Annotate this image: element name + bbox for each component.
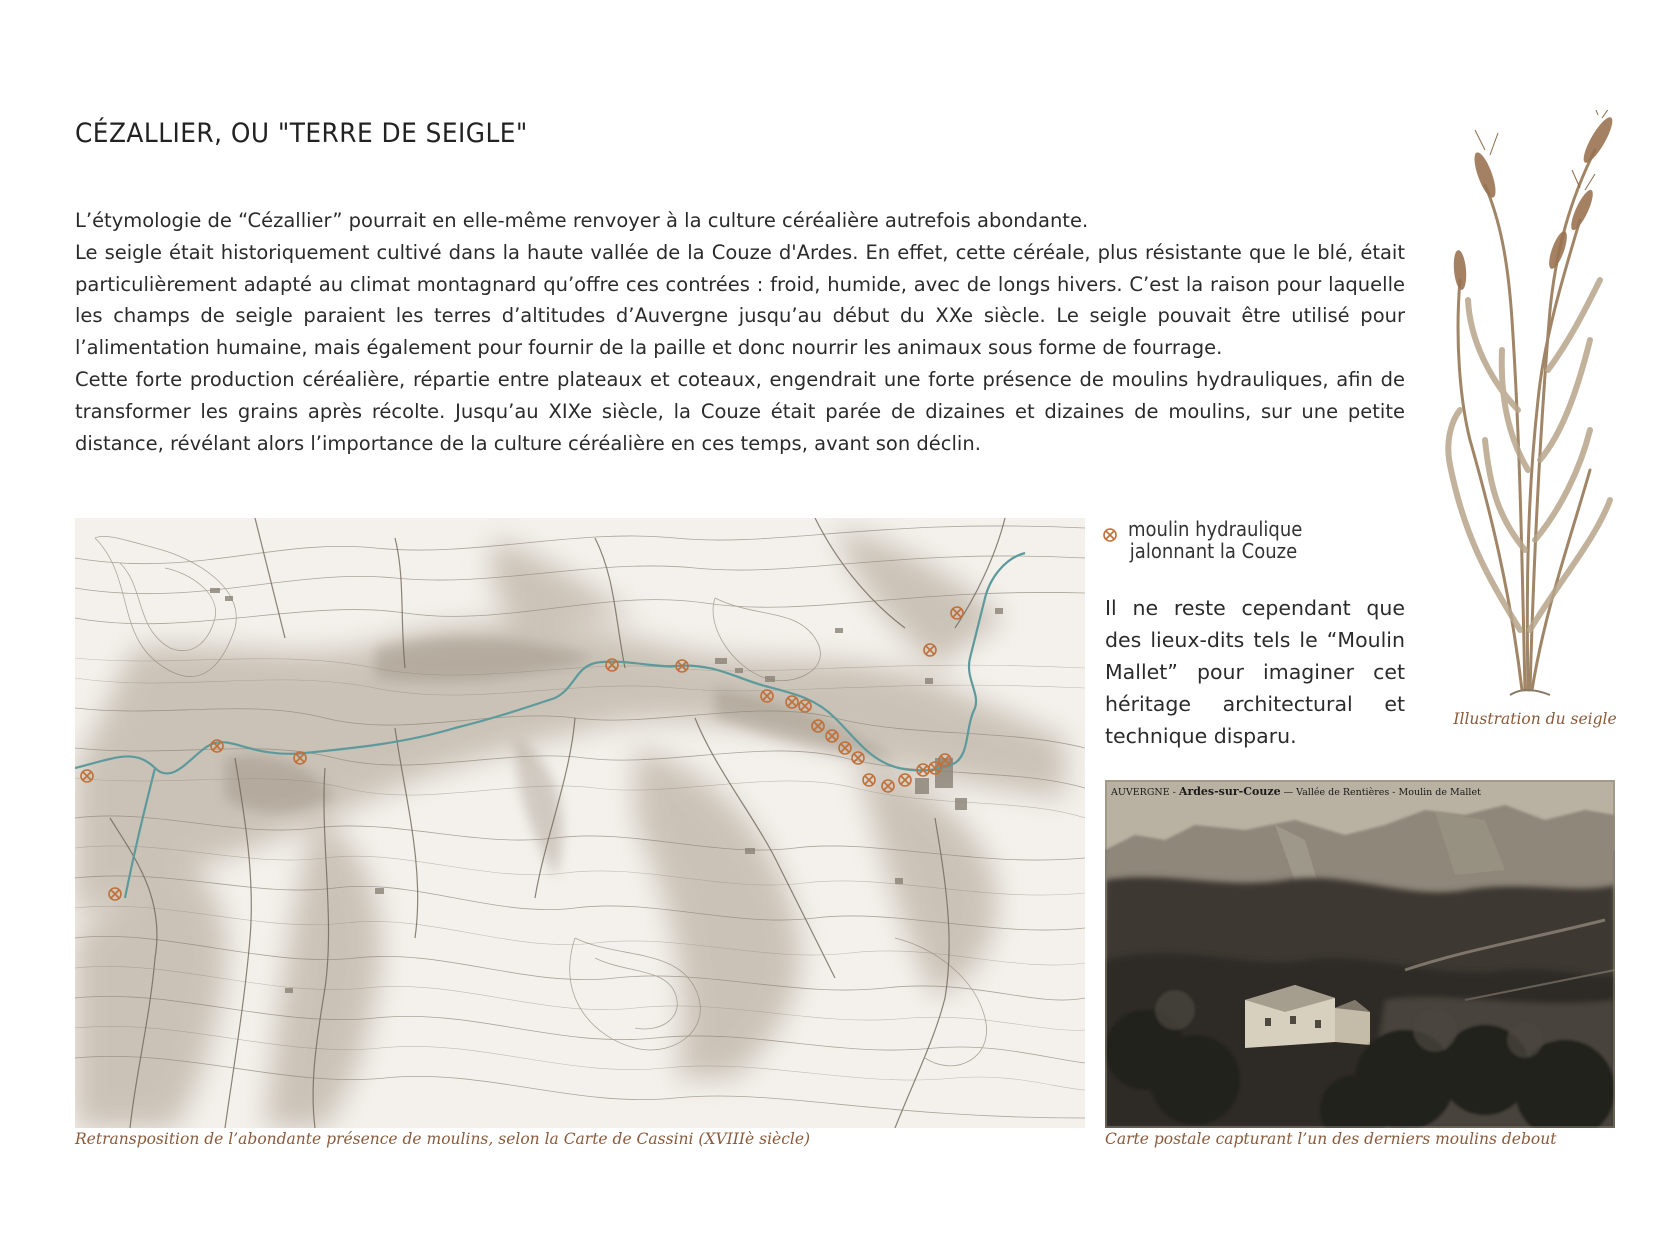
map-caption: Retransposition de l’abondante présence de moulins, selon la Carte de Cassini (XVIIIè siècle)	[75, 1130, 811, 1148]
postcard-image	[1105, 780, 1615, 1128]
intro-text	[75, 205, 1405, 459]
map-graphic	[75, 518, 1085, 1128]
rye-illustration	[1430, 110, 1630, 700]
postcard-header-place: Ardes-sur-Couze	[1178, 785, 1281, 798]
legend-line-2: jalonnant la Couze	[1129, 539, 1298, 563]
postcard-header-rest: — Vallée de Rentières - Moulin de Mallet	[1283, 787, 1481, 798]
page-title: CÉZALLIER, OU "TERRE DE SEIGLE"	[75, 118, 528, 149]
intro-paragraph-2: Le seigle était historiquement cultivé dans la haute vallée de la Couze d'Ardes. En effet, cette céréale, plus résistante que le blé, était particulièrement adapté au climat montagnard qu’offre ces contrées : froid, humide, avec de longs hivers. C’est la raison pour laquelle les champs de seigle paraient les terres d’altitudes d’Auvergne jusqu’au début du XXe siècle. Le seigle pouvait être utilisé pour l’alimentation humaine, mais également pour fournir de la paille et donc nourrir les animaux sous forme de fourrage.	[75, 240, 1405, 360]
legend-label	[1128, 518, 1302, 562]
postcard-photo	[1105, 780, 1615, 1128]
legend-line-1: moulin hydraulique	[1128, 517, 1303, 541]
intro-paragraph-1: L’étymologie de “Cézallier” pourrait en elle-même renvoyer à la culture céréalière autrefois abondante.	[75, 209, 1089, 232]
side-text: Il ne reste cependant que des lieux-dits tels le “Moulin Mallet” pour imaginer cet héritage architectural et technique disparu.	[1105, 596, 1405, 748]
rye-caption: Illustration du seigle	[1453, 710, 1617, 728]
postcard-header-region: AUVERGNE	[1111, 787, 1170, 798]
intro-paragraph-3: Cette forte production céréalière, répartie entre plateaux et coteaux, engendrait une forte présence de moulins hydrauliques, afin de transformer les grains après récolte. Jusqu’au XIXe siècle, la Couze était parée de dizaines et dizaines de moulins, sur une petite distance, révélant alors l’importance de la culture céréalière en ces temps, avant son déclin.	[75, 367, 1405, 455]
postcard-header: AUVERGNE - Ardes-sur-Couze — Vallée de Rentières - Moulin de Mallet	[1111, 785, 1481, 798]
map-legend	[1102, 518, 1402, 562]
postcard-caption: Carte postale capturant l’un des derniers moulins debout	[1105, 1130, 1557, 1148]
mill-marker-icon	[1102, 527, 1118, 543]
contour-map	[75, 518, 1085, 1128]
